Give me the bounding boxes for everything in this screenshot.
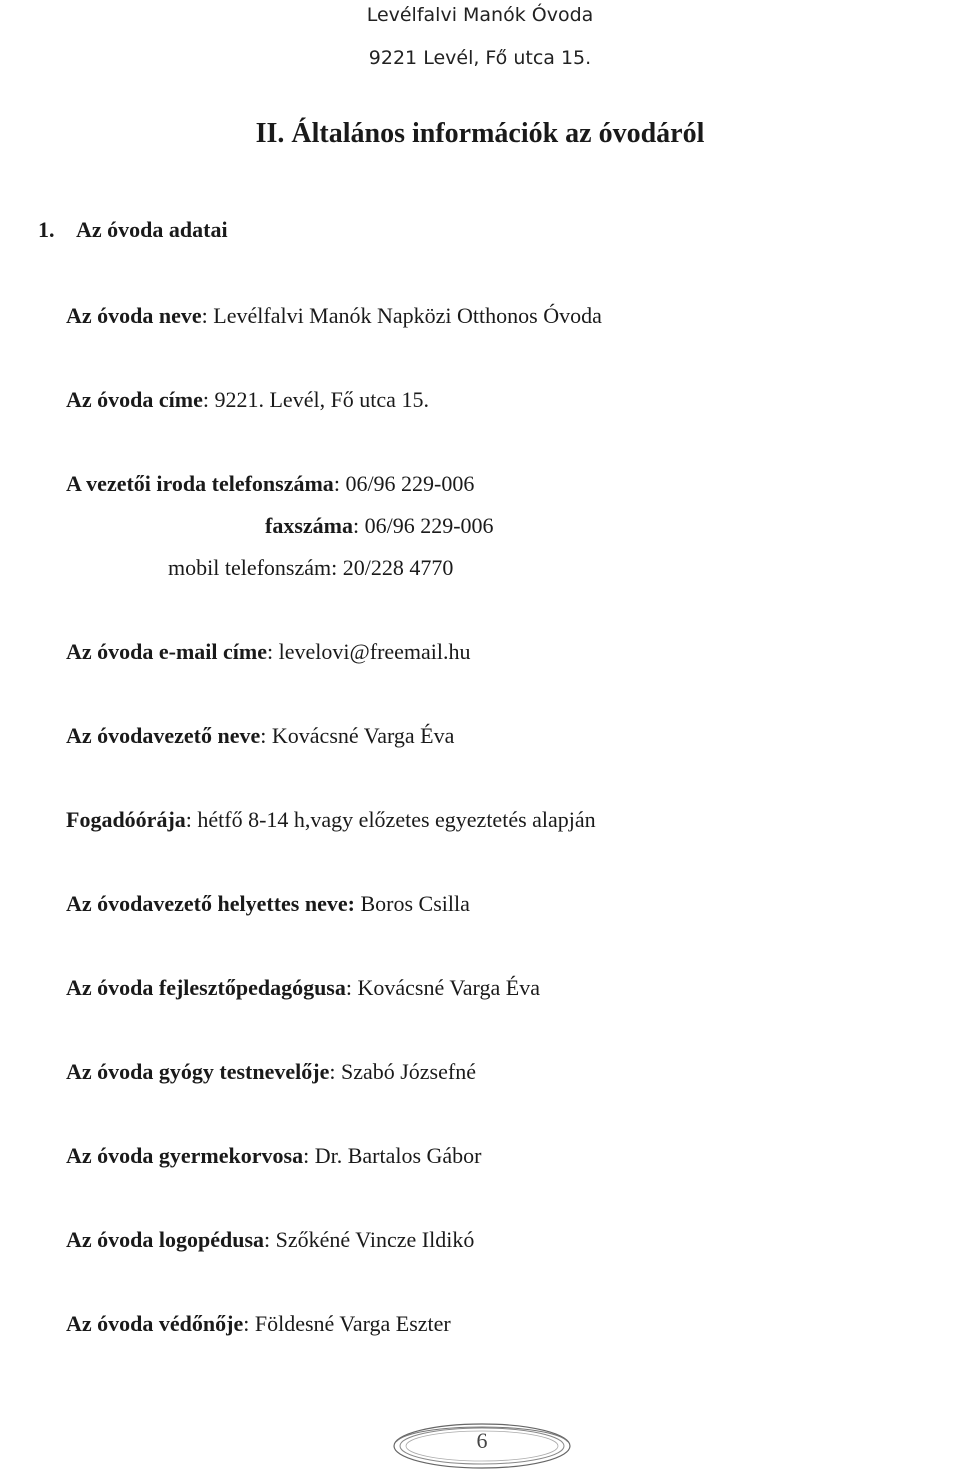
field-value: 06/96 229-006 (345, 471, 475, 496)
field-name (66, 303, 602, 329)
field-label: Az óvoda e-mail címe (66, 639, 267, 664)
header-address: 9221 Levél, Fő utca 15. (368, 47, 592, 69)
field-address (66, 387, 429, 413)
field-label: Az óvoda gyermekorvosa (66, 1143, 304, 1168)
header-school-name: Levélfalvi Manók Óvoda (366, 4, 594, 26)
field-deputy-director (66, 891, 470, 917)
section-number: 1. (38, 217, 55, 242)
field-sep: : (201, 303, 214, 328)
page-title: II. Általános információk az óvodáról (255, 118, 705, 149)
section-heading (38, 217, 228, 243)
field-label: Az óvodavezető helyettes neve: (66, 891, 355, 916)
field-label: Az óvoda neve (66, 303, 202, 328)
field-speech-therapist (66, 1227, 474, 1253)
page-number-badge (382, 1412, 582, 1472)
field-sep: : (267, 639, 279, 664)
field-mobile (168, 555, 453, 581)
field-value: Földesné Varga Eszter (254, 1311, 451, 1336)
field-sep: : (264, 1227, 276, 1252)
field-health-visitor (66, 1311, 451, 1337)
field-label: faxszáma (265, 513, 353, 538)
field-sep: : (333, 471, 346, 496)
field-pediatrician (66, 1143, 482, 1169)
field-sep: : (352, 513, 365, 538)
field-label: Az óvodavezető neve (66, 723, 261, 748)
field-pe-therapist (66, 1059, 476, 1085)
field-value: Levélfalvi Manók Napközi Otthonos Óvoda (213, 303, 602, 328)
field-label: Az óvoda gyógy testnevelője (66, 1059, 330, 1084)
field-label: Az óvoda logopédusa (66, 1227, 265, 1252)
section-title: Az óvoda adatai (76, 217, 228, 242)
field-value: Kovácsné Varga Éva (357, 975, 540, 1000)
field-value: hétfő 8-14 h,vagy előzetes egyeztetés alapján (197, 807, 596, 832)
field-fax (265, 513, 494, 539)
field-value: Szőkéné Vincze Ildikó (275, 1227, 475, 1252)
field-sep: : (185, 807, 198, 832)
field-value: Szabó Józsefné (340, 1059, 476, 1084)
field-label: Az óvoda címe (66, 387, 203, 412)
field-value: Kovácsné Varga Éva (271, 723, 455, 748)
field-label: Fogadóórája (66, 807, 186, 832)
field-value: 9221. Levél, Fő utca 15. (214, 387, 429, 412)
field-office-hours (66, 807, 596, 833)
page-number: 6 (476, 1428, 488, 1453)
field-sep: : (243, 1311, 255, 1336)
field-email (66, 639, 471, 665)
field-label: A vezetői iroda telefonszáma (66, 471, 334, 496)
field-value: 06/96 229-006 (364, 513, 494, 538)
field-label: Az óvoda védőnője (66, 1311, 244, 1336)
field-value: Boros Csilla (360, 891, 470, 916)
field-value: mobil telefonszám: 20/228 4770 (168, 555, 454, 580)
field-development-teacher (66, 975, 540, 1001)
field-value: levelovi@freemail.hu (278, 639, 471, 664)
field-office-phone (66, 471, 474, 497)
field-sep: : (303, 1143, 315, 1168)
field-sep: : (202, 387, 215, 412)
field-value: Dr. Bartalos Gábor (314, 1143, 482, 1168)
field-label: Az óvoda fejlesztőpedagógusa (66, 975, 346, 1000)
field-sep: : (260, 723, 272, 748)
field-director (66, 723, 454, 749)
field-sep: : (329, 1059, 341, 1084)
field-sep: : (345, 975, 358, 1000)
